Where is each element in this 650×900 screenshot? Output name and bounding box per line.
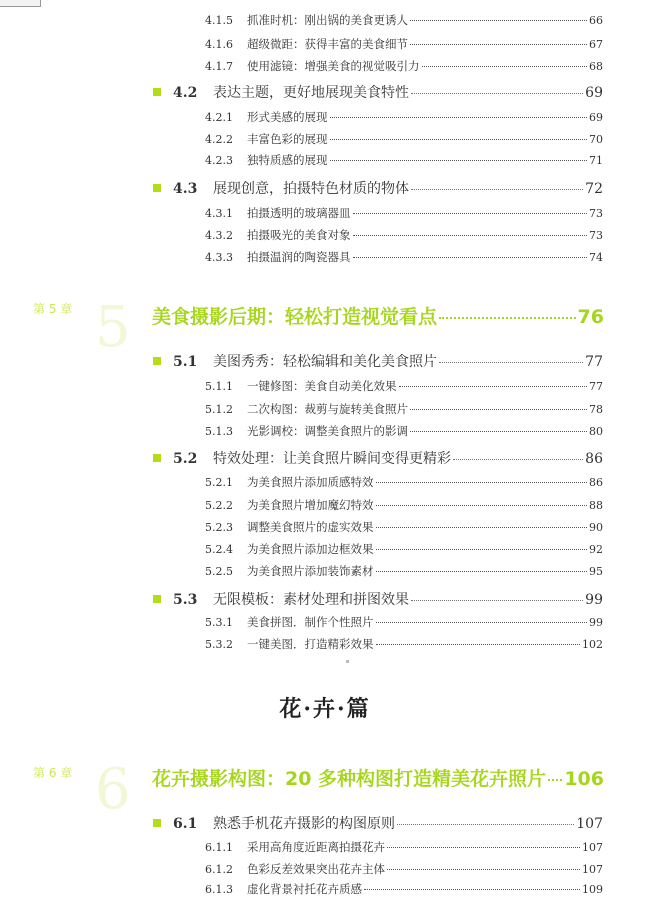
dot-leader xyxy=(410,431,587,432)
section-title: 表达主题，更好地展现美食特性 xyxy=(213,85,409,101)
entry-number: 5.2.2 xyxy=(205,499,233,512)
toc-entry[interactable] xyxy=(205,36,603,52)
entry-page: 88 xyxy=(589,499,603,512)
dot-leader xyxy=(397,824,574,825)
section-title: 展现创意，拍摄特色材质的物体 xyxy=(213,181,409,197)
entry-page: 78 xyxy=(589,403,603,416)
entry-number: 4.2.1 xyxy=(205,111,233,124)
chapter-big-number: 5 xyxy=(95,295,131,360)
entry-page: 109 xyxy=(582,883,603,896)
toc-section[interactable] xyxy=(153,589,603,609)
toc-entry[interactable] xyxy=(205,227,603,243)
entry-page: 69 xyxy=(589,111,603,124)
entry-title: 色彩反差效果突出花卉主体 xyxy=(247,862,385,876)
section-page: 107 xyxy=(576,816,603,832)
entry-title: 调整美食照片的虚实效果 xyxy=(247,520,374,534)
entry-page: 68 xyxy=(589,60,603,73)
section-bullet-icon xyxy=(153,819,161,827)
section-number: 4.2 xyxy=(173,85,198,101)
dot-leader xyxy=(410,409,587,410)
entry-number: 5.2.4 xyxy=(205,543,233,556)
toc-entry[interactable] xyxy=(205,152,603,168)
dot-leader xyxy=(364,889,580,890)
entry-title: 独特质感的展现 xyxy=(247,153,328,167)
toc-entry[interactable] xyxy=(205,401,603,417)
toc-chapter[interactable] xyxy=(152,302,604,329)
toc-section[interactable] xyxy=(153,82,603,102)
dot-leader xyxy=(548,779,562,781)
dot-leader xyxy=(376,644,581,645)
entry-page: 95 xyxy=(589,565,603,578)
dot-leader xyxy=(376,622,588,623)
entry-title: 超级微距：获得丰富的美食细节 xyxy=(247,37,408,51)
toc-section[interactable] xyxy=(153,813,603,833)
toc-entry[interactable] xyxy=(205,474,603,490)
entry-number: 5.2.5 xyxy=(205,565,233,578)
entry-page: 80 xyxy=(589,425,603,438)
dot-leader xyxy=(411,93,583,94)
toc-entry[interactable] xyxy=(205,131,603,147)
toc-entry[interactable] xyxy=(205,423,603,439)
section-number: 4.3 xyxy=(173,181,198,197)
toc-entry[interactable] xyxy=(205,205,603,221)
entry-page: 71 xyxy=(589,154,603,167)
entry-title: 拍摄透明的玻璃器皿 xyxy=(247,206,351,220)
toc-entry[interactable] xyxy=(205,881,603,897)
toc-entry[interactable] xyxy=(205,497,603,513)
toc-chapter[interactable] xyxy=(152,764,604,791)
section-title: 美图秀秀：轻松编辑和美化美食照片 xyxy=(213,354,437,370)
entry-number: 5.2.3 xyxy=(205,521,233,534)
entry-title: 美食拼图．制作个性照片 xyxy=(247,615,374,629)
toc-entry[interactable] xyxy=(205,541,603,557)
dot-leader xyxy=(376,527,588,528)
entry-number: 6.1.2 xyxy=(205,863,233,876)
entry-page: 90 xyxy=(589,521,603,534)
entry-title: 为美食照片添加装饰素材 xyxy=(247,564,374,578)
toc-section[interactable] xyxy=(153,351,603,371)
toc-entry[interactable] xyxy=(205,614,603,630)
section-bullet-icon xyxy=(153,184,161,192)
entry-title: 为美食照片增加魔幻特效 xyxy=(247,498,374,512)
entry-page: 107 xyxy=(582,863,603,876)
dot-leader xyxy=(411,600,583,601)
chapter-label: 第 5 章 xyxy=(33,302,73,316)
entry-title: 拍摄温润的陶瓷器具 xyxy=(247,250,351,264)
entry-number: 4.2.2 xyxy=(205,133,233,146)
entry-page: 66 xyxy=(589,14,603,27)
entry-title: 一键美图．打造精彩效果 xyxy=(247,637,374,651)
entry-page: 73 xyxy=(589,229,603,242)
entry-number: 5.1.1 xyxy=(205,380,233,393)
section-bullet-icon xyxy=(153,88,161,96)
section-page: 77 xyxy=(585,354,603,370)
chapter-page: 106 xyxy=(564,768,604,790)
chapter-page: 76 xyxy=(577,306,604,328)
section-page: 72 xyxy=(585,181,603,197)
entry-page: 77 xyxy=(589,380,603,393)
entry-title: 虚化背景衬托花卉质感 xyxy=(247,882,362,896)
dot-leader xyxy=(330,139,588,140)
section-number: 5.3 xyxy=(173,592,198,608)
dot-leader xyxy=(353,257,588,258)
dot-leader xyxy=(353,235,588,236)
section-number: 5.1 xyxy=(173,354,198,370)
entry-title: 光影调校：调整美食照片的影调 xyxy=(247,424,408,438)
entry-page: 99 xyxy=(589,616,603,629)
entry-title: 二次构图：裁剪与旋转美食照片 xyxy=(247,402,408,416)
dot-leader xyxy=(411,189,583,190)
toc-entry[interactable] xyxy=(205,563,603,579)
entry-page: 107 xyxy=(582,841,603,854)
chapter-big-number: 6 xyxy=(95,757,131,822)
dot-leader xyxy=(399,386,588,387)
toc-entry[interactable] xyxy=(205,519,603,535)
entry-number: 5.3.1 xyxy=(205,616,233,629)
dot-leader xyxy=(439,362,583,363)
entry-number: 5.3.2 xyxy=(205,638,233,651)
entry-number: 4.3.2 xyxy=(205,229,233,242)
entry-page: 74 xyxy=(589,251,603,264)
page-speck xyxy=(346,660,349,663)
dot-leader xyxy=(439,317,576,319)
entry-number: 6.1.1 xyxy=(205,841,233,854)
entry-page: 102 xyxy=(582,638,603,651)
entry-title: 为美食照片添加质感特效 xyxy=(247,475,374,489)
toc-section[interactable] xyxy=(153,448,603,468)
entry-number: 6.1.3 xyxy=(205,883,233,896)
dot-leader xyxy=(376,571,588,572)
section-bullet-icon xyxy=(153,357,161,365)
entry-page: 67 xyxy=(589,38,603,51)
section-title: 无限模板：素材处理和拼图效果 xyxy=(213,592,409,608)
section-number: 5.2 xyxy=(173,451,198,467)
section-bullet-icon xyxy=(153,454,161,462)
toc-entry[interactable] xyxy=(205,861,603,877)
entry-title: 抓准时机：刚出锅的美食更诱人 xyxy=(247,13,408,27)
dot-leader xyxy=(376,482,588,483)
section-page: 69 xyxy=(585,85,603,101)
entry-number: 4.2.3 xyxy=(205,154,233,167)
entry-title: 一键修图：美食自动美化效果 xyxy=(247,379,397,393)
chapter-label: 第 6 章 xyxy=(33,766,73,780)
toc-entry[interactable] xyxy=(205,12,603,28)
entry-title: 形式美感的展现 xyxy=(247,110,328,124)
entry-number: 5.2.1 xyxy=(205,476,233,489)
section-page: 86 xyxy=(585,451,603,467)
entry-number: 5.1.3 xyxy=(205,425,233,438)
dot-leader xyxy=(410,44,587,45)
toc-entry[interactable] xyxy=(205,839,603,855)
toc-entry[interactable] xyxy=(205,378,603,394)
entry-page: 70 xyxy=(589,133,603,146)
dot-leader xyxy=(410,20,587,21)
dot-leader xyxy=(422,66,588,67)
entry-number: 5.1.2 xyxy=(205,403,233,416)
entry-page: 92 xyxy=(589,543,603,556)
entry-title: 使用滤镜：增强美食的视觉吸引力 xyxy=(247,59,420,73)
entry-number: 4.1.6 xyxy=(205,38,233,51)
entry-number: 4.3.1 xyxy=(205,207,233,220)
entry-page: 86 xyxy=(589,476,603,489)
section-page: 99 xyxy=(585,592,603,608)
dot-leader xyxy=(453,459,583,460)
dot-leader xyxy=(330,117,588,118)
dot-leader xyxy=(376,505,588,506)
toc-entry[interactable] xyxy=(205,636,603,652)
section-title: 熟悉手机花卉摄影的构图原则 xyxy=(213,816,395,832)
dot-leader xyxy=(330,160,588,161)
entry-page: 73 xyxy=(589,207,603,220)
entry-title: 为美食照片添加边框效果 xyxy=(247,542,374,556)
section-bullet-icon xyxy=(153,595,161,603)
section-title: 特效处理：让美食照片瞬间变得更精彩 xyxy=(213,451,451,467)
dot-leader xyxy=(387,847,580,848)
entry-title: 丰富色彩的展现 xyxy=(247,132,328,146)
entry-number: 4.1.5 xyxy=(205,14,233,27)
toc-section[interactable] xyxy=(153,178,603,198)
section-number: 6.1 xyxy=(173,816,198,832)
chapter-title: 花卉摄影构图：20 多种构图打造精美花卉照片 xyxy=(152,768,547,790)
toc-entry[interactable] xyxy=(205,109,603,125)
part-title: 花·卉·篇 xyxy=(279,696,371,722)
toc-entry[interactable] xyxy=(205,249,603,265)
entry-number: 4.1.7 xyxy=(205,60,233,73)
toc-entry[interactable] xyxy=(205,58,603,74)
dot-leader xyxy=(353,213,588,214)
entry-title: 采用高角度近距离拍摄花卉 xyxy=(247,840,385,854)
entry-number: 4.3.3 xyxy=(205,251,233,264)
dot-leader xyxy=(387,869,580,870)
dot-leader xyxy=(376,549,588,550)
entry-title: 拍摄吸光的美食对象 xyxy=(247,228,351,242)
chapter-title: 美食摄影后期：轻松打造视觉看点 xyxy=(152,306,438,328)
page-corner-mark xyxy=(0,0,41,7)
